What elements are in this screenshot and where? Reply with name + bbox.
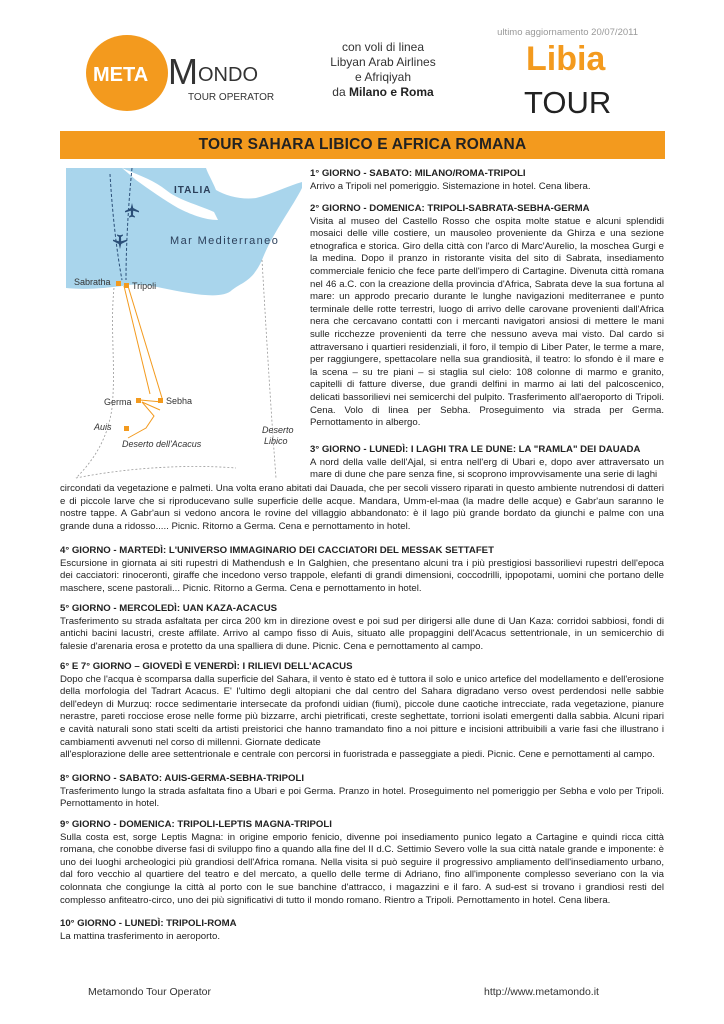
label-sebha: Sebha xyxy=(166,396,193,406)
marker-sabratha xyxy=(116,281,121,286)
day-6-7-text: Dopo che l'acqua è scomparsa dalla superficie del Sahara, il vento è stato ed è tuttora il solo e unico artefice del modellamento e dell'erosione della morfologia del Tadrart Acacus. E' l'ultimo degli altopiani che dal centro del Sahara digradano verso ovest perdendosi nelle sabbie dell'edeyn di Murzuq: rocce sedimentarie intersecate da profondi uidian (fiumi), piccole dune caotiche intrecciate, rada vegetazione, pianure nerastre, pareti rocciose erose nelle forme più bizzarre, archi pietrificati, creste seghettate, torrioni isolati emergenti dalla sabbia. Alcuni ripari e cavità naturali sono stati scelti da artisti preistorici che hanno tramandato fino a noi pitture e incisioni attribuibili a varie fasi che illustrano i cambiamenti avvenuti nel corso di millenni. Giornate dedicate xyxy=(60,673,664,748)
label-tripoli: Tripoli xyxy=(132,281,157,291)
day-3-continued xyxy=(60,483,664,533)
label-libico-2: Libico xyxy=(264,436,288,446)
route-map xyxy=(66,168,302,484)
day-3-title: 3° GIORNO - LUNEDÌ: I LAGHI TRA LE DUNE: LA "RAMLA" DEI DAUADA xyxy=(310,444,641,455)
tour-title: TOUR xyxy=(524,85,612,120)
day-8-title: 8° GIORNO - SABATO: AUIS-GERMA-SEBHA-TRIPOLI xyxy=(60,773,305,784)
day-6-7-text-last: all'esplorazione delle aree settentrionale e centrale con percorsi in fuoristrada e passeggiate a piedi. Picnic. Cene e pernottamenti al campo. xyxy=(60,749,655,761)
day-1 xyxy=(310,168,664,193)
day-5-title: 5° GIORNO - MERCOLEDÌ: UAN KAZA-ACACUS xyxy=(60,603,278,614)
footer-url-link[interactable]: http://www.metamondo.it xyxy=(484,986,599,998)
day-2-title: 2° GIORNO - DOMENICA: TRIPOLI-SABRATA-SEBHA-GERMA xyxy=(310,203,590,214)
day-10-title: 10° GIORNO - LUNEDÌ: TRIPOLI-ROMA xyxy=(60,918,237,929)
day-1-title: 1° GIORNO - SABATO: MILANO/ROMA-TRIPOLI xyxy=(310,168,526,179)
marker-tripoli xyxy=(124,283,129,288)
tagline-line-3: e Afriqiyah xyxy=(354,70,412,84)
day-9-text: Sulla costa est, sorge Leptis Magna: in origine emporio fenicio, divenne poi insediamento punico legato a Cartagine e quindi ricca città romana, che conobbe diverse fasi di sviluppo fino a quando alla fine del II d.C. Settimio Severo volle la sua città natale grande e imponente: è uno dei luoghi archeologici più grandiosi dell'Africa romana. Nella visita si può seguire il progressivo ampliamento dell'insediamento urbano, dal foro vecchio al quartiere del teatro e del mercato, a quello delle terme di Adriano, fino all'imponente complesso severiano con la via colonnata che congiunge la città al porto con le sue banchine d'attracco, i magazzini e il faro. A sud-est si trovano i grandiosi resti del complesso anfiteatro-circo, uno dei più significativi di tutto il mondo romano. Rientro a Tripoli. Pernottamento in hotel. Cena libera. xyxy=(60,831,664,906)
day-10-text: La mattina trasferimento in aeroporto. xyxy=(60,930,220,942)
tagline-line-4 xyxy=(318,85,448,100)
country-title: Libia xyxy=(526,40,606,78)
day-5-text: Trasferimento su strada asfaltata per circa 200 km in direzione ovest e poi sud per dirigersi alle dune di Uan Kaza: corridoi sabbiosi, fondi di antichi bacini lacustri, creste affilate. Arrivo al campo fisso di Auis, situato alle propaggini dell'Acacus settentrionale, in un semicerchio di falesie d'arenaria erosa e protetto da una spalliera di dune. Picnic. Cena e pernottamento al campo. xyxy=(60,615,664,652)
marker-germa xyxy=(136,398,141,403)
label-libico-1: Deserto xyxy=(262,425,294,435)
tour-banner: TOUR SAHARA LIBICO E AFRICA ROMANA xyxy=(60,131,665,159)
day-3-column xyxy=(310,444,664,482)
logo-word-ondo: ONDO xyxy=(198,64,258,86)
logo-subtitle: TOUR OPERATOR xyxy=(188,92,275,103)
label-italia: ITALIA xyxy=(174,185,212,196)
marker-auis xyxy=(124,426,129,431)
day-6-7 xyxy=(60,661,664,762)
tagline-cities: Milano e Roma xyxy=(349,85,434,99)
day-6-7-title: 6° E 7° GIORNO – GIOVEDÌ E VENERDÌ: I RILIEVI DELL'ACACUS xyxy=(60,661,353,672)
day-8 xyxy=(60,773,664,811)
day-2 xyxy=(310,203,664,430)
day-9 xyxy=(60,819,664,907)
marker-sebha xyxy=(158,398,163,403)
day-2-text: Visita al museo del Castello Rosso che ospita molte statue e alcuni splendidi mosaici delle ville costiere, un mausoleo proveniente da Ghirza e una sezione etnografica e storica. Giro della città con l'arco di Marc'Aurelio, la moschea Gurgi e la medina. Dopo il pranzo in ristorante visita del sito di Sabrata, insediamento commerciale fenicio che fece parte dell'impero di Cartagine. Divenuta città romana nel 46 a.C. con la creazione della provincia d'Africa, Sabrata deve la sua fortuna al mare: un approdo precario durante le lunghe navigazioni mediterranee e punto terminale delle rotte terrestri, luogo di arrivo delle carovane provenienti dall'Africa nera che cercavano contatti con i mercanti navigatori ansiosi di mettere le mani sulle ricchezze provenienti da terre che nessuno aveva mai visto. Dal cardo si attraversano i quartieri residenziali, il foro, il tempio di Liber Pater, le terme a mare, per raggiungere, spettacolare nella sua grandiosità, il teatro: lo sfondo è il mare e la scena – su tre piani – si staglia sul cielo: 108 colonne di marmo e granito, capitelli di fatture diverse, due grandi delfini in marmo ai lati del palcoscenico, delicati bassorilievi nei semicerchi del pulpito. Trasferimento all'aeroporto di Tripoli. Cena. Volo di linea per Sebha. Proseguimento via strada per Germa. Pernottamento in albergo. xyxy=(310,215,664,429)
day-4 xyxy=(60,545,664,595)
label-auis: Auis xyxy=(94,422,112,432)
last-updated: ultimo aggiornamento 20/07/2011 xyxy=(497,27,638,38)
label-acacus: Deserto dell'Acacus xyxy=(122,439,202,449)
day-4-title: 4° GIORNO - MARTEDÌ: L'UNIVERSO IMMAGINARIO DEI CACCIATORI DEL MESSAK SETTAFET xyxy=(60,545,494,556)
tagline-line-2: Libyan Arab Airlines xyxy=(330,55,436,69)
day-3-text-column: A nord della valle dell'Ajal, si entra nell'erg di Ubari e, dopo aver attraversato un mare di dune che pare senza fine, si scoprono improvvisamente una serie di laghi xyxy=(310,456,664,481)
logo-word-meta: META xyxy=(93,64,149,86)
logo-m: M xyxy=(168,51,198,92)
label-germa: Germa xyxy=(104,397,132,407)
day-1-text: Arrivo a Tripoli nel pomeriggio. Sistemazione in hotel. Cena libera. xyxy=(310,180,591,192)
flight-tagline xyxy=(318,40,448,100)
day-10 xyxy=(60,918,664,943)
metamondo-logo xyxy=(85,34,300,112)
label-sea: Mar Mediterraneo xyxy=(170,235,280,247)
day-8-text: Trasferimento lungo la strada asfaltata fino a Ubari e poi Germa. Pranzo in hotel. Proseguimento nel pomeriggio per Sebha e volo per Tripoli. Pernottamento in hotel. xyxy=(60,785,664,810)
footer-company: Metamondo Tour Operator xyxy=(88,986,211,998)
tagline-da: da xyxy=(332,85,346,99)
day-4-text: Escursione in giornata ai siti rupestri di Mathendush e In Galghien, che presentano alcuni tra i più prestigiosi bassorilievi rupestri dell'epoca dei cacciatori: rinoceronti, giraffe che incedono verso trappole, elefanti di grandi dimensioni, coccodrilli, ippopotami, uomini che portano delle maschere, scene pastorali... Picnic. Ritorno a Germa. Cena e pernottamento in hotel. xyxy=(60,557,664,594)
label-sabratha: Sabratha xyxy=(74,277,111,287)
day-9-title: 9° GIORNO - DOMENICA: TRIPOLI-LEPTIS MAGNA-TRIPOLI xyxy=(60,819,332,830)
tagline-line-1: con voli di linea xyxy=(341,40,425,54)
day-3-text-full: circondati da vegetazione e palmeti. Una volta erano abitati dai Dauada, che per secoli vissero riparati in questo ambiente nutrendosi di datteri e di piccole larve che si riproducevano sulle superficie delle acque. Mandara, Umm-el-maa (la madre delle acque) e Gabr'aun saranno le nostre tappe. A Gabr'aun si vedono ancora le rovine del villaggio abbandonato: è il lago più grande bordato da giunchi e palme con una grande duna a ridosso..... Picnic. Ritorno a Germa. Cena e pernottamento in hotel. xyxy=(60,483,664,532)
day-5 xyxy=(60,603,664,653)
